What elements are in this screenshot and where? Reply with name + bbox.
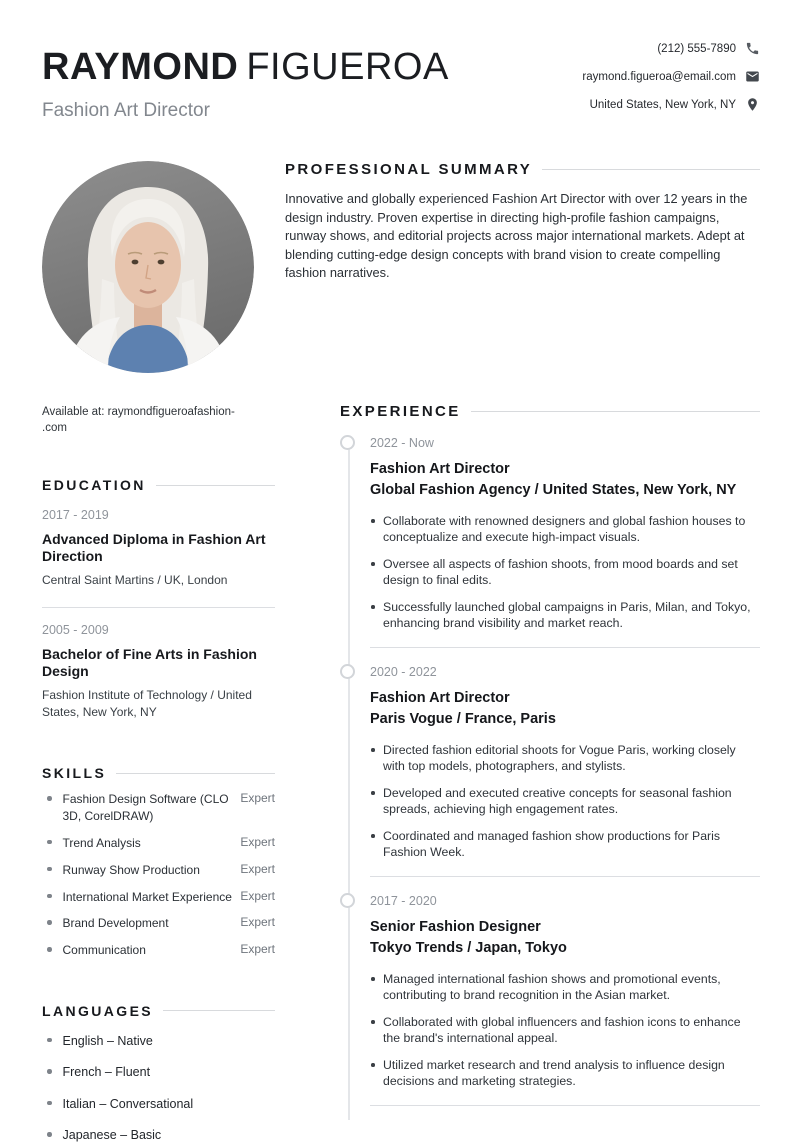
bullet-dot-icon [47, 1101, 52, 1106]
profile-photo [42, 161, 254, 373]
skill-level: Expert [240, 915, 275, 930]
language-name: English – Native [62, 1033, 153, 1048]
skill-item [42, 791, 275, 825]
divider [42, 607, 275, 608]
divider [370, 647, 760, 648]
experience-section [340, 403, 760, 1106]
bullet-dot-icon [47, 840, 52, 845]
skills-heading-text: SKILLS [42, 765, 107, 782]
location-pin-icon [745, 97, 760, 112]
website-line-1: Available at: raymondfigueroafashion- [42, 406, 235, 418]
language-item [42, 1064, 275, 1082]
timeline-marker-icon [340, 435, 355, 450]
experience-bullets [370, 513, 760, 632]
skill-level: Expert [240, 888, 275, 903]
heading-rule [163, 1010, 275, 1011]
skills-heading [42, 765, 275, 781]
skill-item [42, 889, 275, 906]
experience-heading-text: EXPERIENCE [340, 402, 461, 420]
heading-rule [116, 773, 275, 774]
experience-bullet: Developed and executed creative concepts for seasonal fashion spreads, achieving high engagement rates. [370, 785, 760, 818]
skill-item [42, 862, 275, 879]
skills-section [42, 765, 275, 959]
bullet-dot-icon [47, 1069, 52, 1074]
skill-name: Brand Development [62, 916, 169, 931]
experience-entry [370, 435, 760, 648]
education-entry [42, 508, 275, 589]
experience-bullets [370, 971, 760, 1090]
skill-name: Fashion Design Software (CLO 3D, CorelDRAW) [62, 792, 229, 824]
summary-heading [285, 161, 760, 178]
bullet-dot-icon [47, 796, 52, 801]
email-icon [745, 69, 760, 84]
experience-bullet: Oversee all aspects of fashion shoots, from mood boards and set design to final edits. [370, 556, 760, 589]
experience-bullet: Utilized market research and trend analysis to influence design decisions and marketing strategies. [370, 1057, 760, 1090]
skill-item [42, 835, 275, 852]
skill-level: Expert [240, 861, 275, 876]
first-name: RAYMOND [42, 46, 239, 88]
summary-section [285, 161, 760, 283]
experience-company: Paris Vogue / France, Paris [370, 710, 556, 727]
experience-dates: 2017 - 2020 [370, 893, 437, 908]
page-title [42, 48, 449, 88]
education-school: Central Saint Martins / UK, London [42, 572, 228, 587]
experience-timeline [340, 435, 760, 1106]
experience-company: Tokyo Trends / Japan, Tokyo [370, 939, 567, 956]
heading-rule [471, 411, 760, 412]
skill-item [42, 915, 275, 932]
experience-title: Senior Fashion Designer [370, 918, 541, 935]
experience-bullet: Successfully launched global campaigns in Paris, Milan, and Tokyo, enhancing brand visibility and market reach. [370, 599, 760, 632]
bullet-dot-icon [47, 1038, 52, 1043]
name-block [42, 40, 449, 122]
right-column [285, 161, 760, 1145]
experience-company: Global Fashion Agency / United States, New York, NY [370, 481, 737, 498]
divider [370, 876, 760, 877]
languages-heading-text: LANGUAGES [42, 1002, 154, 1019]
education-dates: 2017 - 2019 [42, 508, 109, 522]
language-name: Japanese – Basic [62, 1128, 162, 1143]
skill-level: Expert [240, 791, 275, 806]
education-heading [42, 477, 275, 493]
phone-icon [745, 41, 760, 56]
experience-entry [370, 664, 760, 877]
experience-heading [340, 403, 760, 420]
skill-level: Expert [240, 834, 275, 849]
website-line-2: .com [42, 422, 67, 434]
language-item [42, 1127, 275, 1145]
bullet-dot-icon [47, 920, 52, 925]
contact-location [582, 97, 760, 112]
languages-heading [42, 1003, 275, 1019]
experience-bullet: Directed fashion editorial shoots for Vogue Paris, working closely with top models, photographers, and stylists. [370, 742, 760, 775]
skill-level: Expert [240, 942, 275, 957]
heading-rule [542, 169, 760, 170]
contact-email [582, 69, 760, 84]
summary-heading-text: PROFESSIONAL SUMMARY [285, 161, 533, 178]
job-title: Fashion Art Director [42, 99, 210, 121]
experience-dates: 2022 - Now [370, 435, 434, 450]
education-school: Fashion Institute of Technology / United States, New York, NY [42, 687, 252, 719]
timeline-marker-icon [340, 664, 355, 679]
email-address: raymond.figueroa@email.com [582, 70, 736, 83]
location-text: United States, New York, NY [589, 98, 736, 111]
experience-dates: 2020 - 2022 [370, 664, 437, 679]
languages-section [42, 1003, 275, 1145]
language-item [42, 1033, 275, 1051]
skill-name: Communication [62, 943, 146, 958]
experience-bullet: Collaborated with global influencers and fashion icons to enhance the brand's international appeal. [370, 1014, 760, 1047]
education-section [42, 477, 275, 721]
experience-entry [370, 893, 760, 1106]
timeline-marker-icon [340, 893, 355, 908]
bullet-dot-icon [47, 867, 52, 872]
summary-text: Innovative and globally experienced Fashion Art Director with over 12 years in the design industry. Proven expertise in directing high-profile fashion campaigns, runway shows, and editorial projects across major international markets. Adept at blending cutting-edge design concepts with brand vision to create compelling fashion narratives. [285, 191, 748, 281]
experience-title: Fashion Art Director [370, 460, 510, 477]
website-availability [42, 404, 275, 436]
heading-rule [156, 485, 275, 486]
skill-item [42, 942, 275, 959]
education-degree: Advanced Diploma in Fashion Art Direction [42, 531, 266, 564]
experience-bullets [370, 742, 760, 861]
bullet-dot-icon [47, 1132, 52, 1137]
experience-bullet: Managed international fashion shows and promotional events, contributing to brand recognition in the Asian market. [370, 971, 760, 1004]
bullet-dot-icon [47, 894, 52, 899]
education-entry [42, 623, 275, 721]
header [42, 40, 760, 125]
experience-bullet: Collaborate with renowned designers and global fashion houses to conceptualize and execute high-impact visuals. [370, 513, 760, 546]
language-item [42, 1096, 275, 1114]
education-heading-text: EDUCATION [42, 477, 146, 493]
bullet-dot-icon [47, 947, 52, 952]
skill-name: International Market Experience [62, 889, 232, 904]
education-dates: 2005 - 2009 [42, 622, 109, 637]
language-name: French – Fluent [62, 1065, 151, 1080]
phone-number: (212) 555-7890 [657, 42, 736, 55]
language-name: Italian – Conversational [62, 1096, 194, 1111]
contact-phone [582, 41, 760, 56]
contact-block [582, 40, 760, 125]
skill-name: Trend Analysis [62, 835, 141, 850]
education-degree: Bachelor of Fine Arts in Fashion Design [42, 645, 257, 679]
divider [370, 1105, 760, 1106]
experience-title: Fashion Art Director [370, 689, 510, 706]
experience-bullet: Coordinated and managed fashion show productions for Paris Fashion Week. [370, 828, 760, 861]
last-name: FIGUEROA [246, 46, 449, 88]
skill-name: Runway Show Production [62, 862, 200, 877]
left-column [42, 161, 275, 1145]
